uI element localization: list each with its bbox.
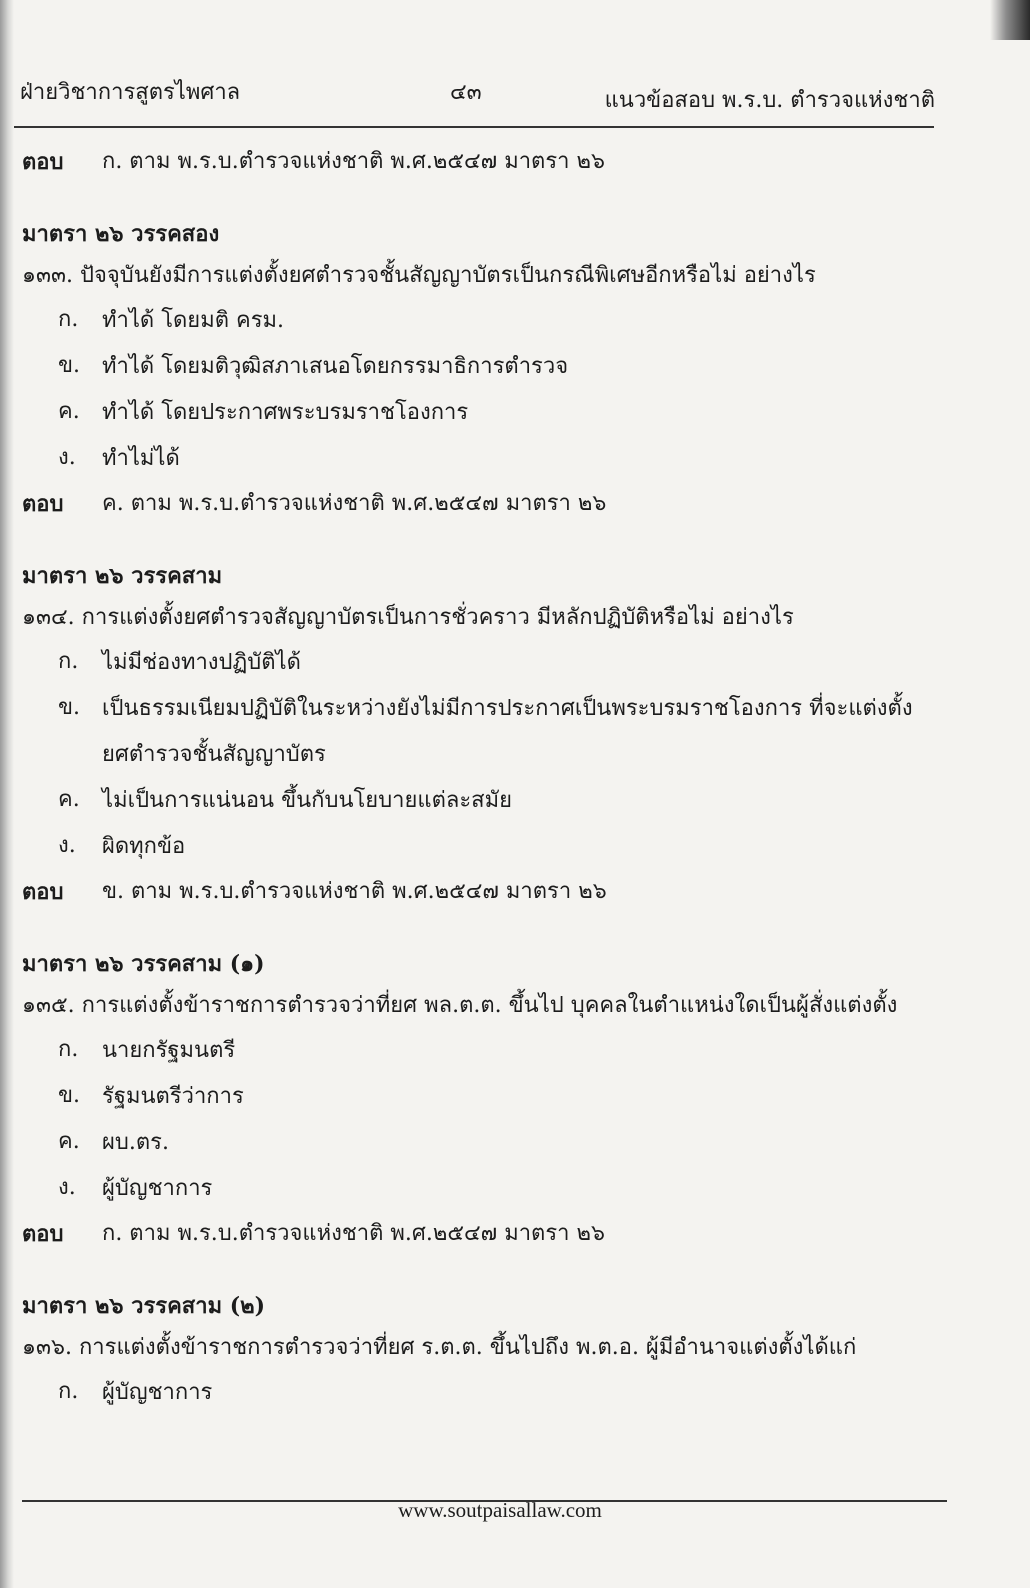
option-item: [22, 1028, 922, 1074]
answer-text: ค. ตาม พ.ร.บ.ตำรวจแห่งชาติ พ.ศ.๒๕๔๗ มาตรา ๒๖: [102, 491, 607, 516]
option-text: ทำได้ โดยมติ ครม.: [102, 308, 285, 333]
option-item: [22, 640, 922, 686]
option-text: ผิดทุกข้อ: [102, 834, 186, 859]
header-publisher: ฝ่ายวิชาการสูตรไพศาล: [20, 80, 241, 105]
option-item: [22, 1120, 922, 1166]
option-item: [22, 390, 922, 436]
section-title: มาตรา ๒๖ วรรคสาม: [22, 563, 223, 589]
option-key: ข.: [58, 1083, 81, 1108]
answer-label: ตอบ: [22, 879, 64, 905]
answer-line: [22, 140, 922, 184]
answer-text: ก. ตาม พ.ร.บ.ตำรวจแห่งชาติ พ.ศ.๒๕๔๗ มาตรา ๒๖: [102, 149, 605, 174]
option-item: [22, 1074, 922, 1120]
option-text: ทำได้ โดยประกาศพระบรมราชโองการ: [102, 400, 469, 425]
header-rule: [14, 126, 934, 128]
option-item: [22, 436, 922, 482]
option-text: ทำไม่ได้: [102, 446, 180, 471]
answer-label: ตอบ: [22, 1221, 64, 1247]
option-text: ผู้บัญชาการ: [102, 1380, 213, 1405]
question-text: ๑๓๓. ปัจจุบันยังมีการแต่งตั้งยศตำรวจชั้นสัญญาบัตรเป็นกรณีพิเศษอีกหรือไม่ อย่างไร: [22, 263, 816, 288]
option-item: [22, 298, 922, 344]
option-text: ไม่มีช่องทางปฏิบัติได้: [102, 650, 301, 675]
footer-website: www.soutpaisallaw.com: [398, 1498, 602, 1522]
question-text: ๑๓๖. การแต่งตั้งข้าราชการตำรวจว่าที่ยศ ร.ต.ต. ขึ้นไปถึง พ.ต.อ. ผู้มีอำนาจแต่งตั้งได้แก่: [22, 1335, 857, 1360]
option-key: ง.: [58, 445, 76, 470]
section-title: มาตรา ๒๖ วรรคสอง: [22, 221, 220, 247]
option-key: ค.: [58, 1129, 80, 1154]
answer-line: [22, 870, 922, 914]
answer-label: ตอบ: [22, 491, 64, 517]
option-key: ก.: [58, 307, 79, 332]
option-text: ผบ.ตร.: [102, 1130, 169, 1155]
option-text: เป็นธรรมเนียมปฏิบัติในระหว่างยังไม่มีการประกาศเป็นพระบรมราชโองการ ที่จะแต่งตั้งยศตำรวจชั้นสัญญาบัตร: [102, 696, 913, 767]
question-text: ๑๓๕. การแต่งตั้งข้าราชการตำรวจว่าที่ยศ พล.ต.ต. ขึ้นไป บุคคลในตำแหน่งใดเป็นผู้สั่งแต่งตั้ง: [22, 993, 898, 1018]
section-title: มาตรา ๒๖ วรรคสาม (๑): [22, 951, 265, 977]
section-title: มาตรา ๒๖ วรรคสาม (๒): [22, 1293, 266, 1319]
option-key: ค.: [58, 399, 80, 424]
option-item: [22, 824, 922, 870]
option-text: ไม่เป็นการแน่นอน ขึ้นกับนโยบายแต่ละสมัย: [102, 788, 512, 813]
answer-line: [22, 482, 922, 526]
option-item: [22, 1370, 922, 1416]
page-number: ๔๓: [450, 80, 482, 105]
option-key: ง.: [58, 1175, 76, 1200]
page-header: [20, 74, 935, 114]
option-key: ข.: [58, 695, 81, 720]
book-spine-shadow: [0, 0, 14, 1588]
question-text: ๑๓๔. การแต่งตั้งยศตำรวจสัญญาบัตรเป็นการชั่วคราว มีหลักปฏิบัติหรือไม่ อย่างไร: [22, 605, 794, 630]
option-item: [22, 344, 922, 390]
header-book-title: แนวข้อสอบ พ.ร.บ. ตำรวจแห่งชาติ: [604, 88, 935, 113]
question-block: [22, 1286, 922, 1416]
page-content: [22, 140, 922, 1416]
option-text: นายกรัฐมนตรี: [102, 1038, 236, 1063]
option-item: [22, 778, 922, 824]
question-block: [22, 944, 922, 1256]
option-key: ก.: [58, 1379, 79, 1404]
option-key: ง.: [58, 833, 76, 858]
question-block: [22, 556, 922, 914]
option-item: [22, 1166, 922, 1212]
option-key: ก.: [58, 1037, 79, 1062]
option-item: [22, 686, 922, 778]
answer-label: ตอบ: [22, 149, 64, 175]
option-key: ข.: [58, 353, 81, 378]
option-key: ก.: [58, 649, 79, 674]
option-text: รัฐมนตรีว่าการ: [102, 1084, 244, 1109]
answer-text: ข. ตาม พ.ร.บ.ตำรวจแห่งชาติ พ.ศ.๒๕๔๗ มาตรา ๒๖: [102, 879, 607, 904]
answer-line: [22, 1212, 922, 1256]
answer-text: ก. ตาม พ.ร.บ.ตำรวจแห่งชาติ พ.ศ.๒๕๔๗ มาตรา ๒๖: [102, 1221, 605, 1246]
page-corner-shadow: [990, 0, 1030, 40]
option-text: ทำได้ โดยมติวุฒิสภาเสนอโดยกรรมาธิการตำรวจ: [102, 354, 569, 379]
option-text: ผู้บัญชาการ: [102, 1176, 213, 1201]
question-block: [22, 214, 922, 526]
option-key: ค.: [58, 787, 80, 812]
